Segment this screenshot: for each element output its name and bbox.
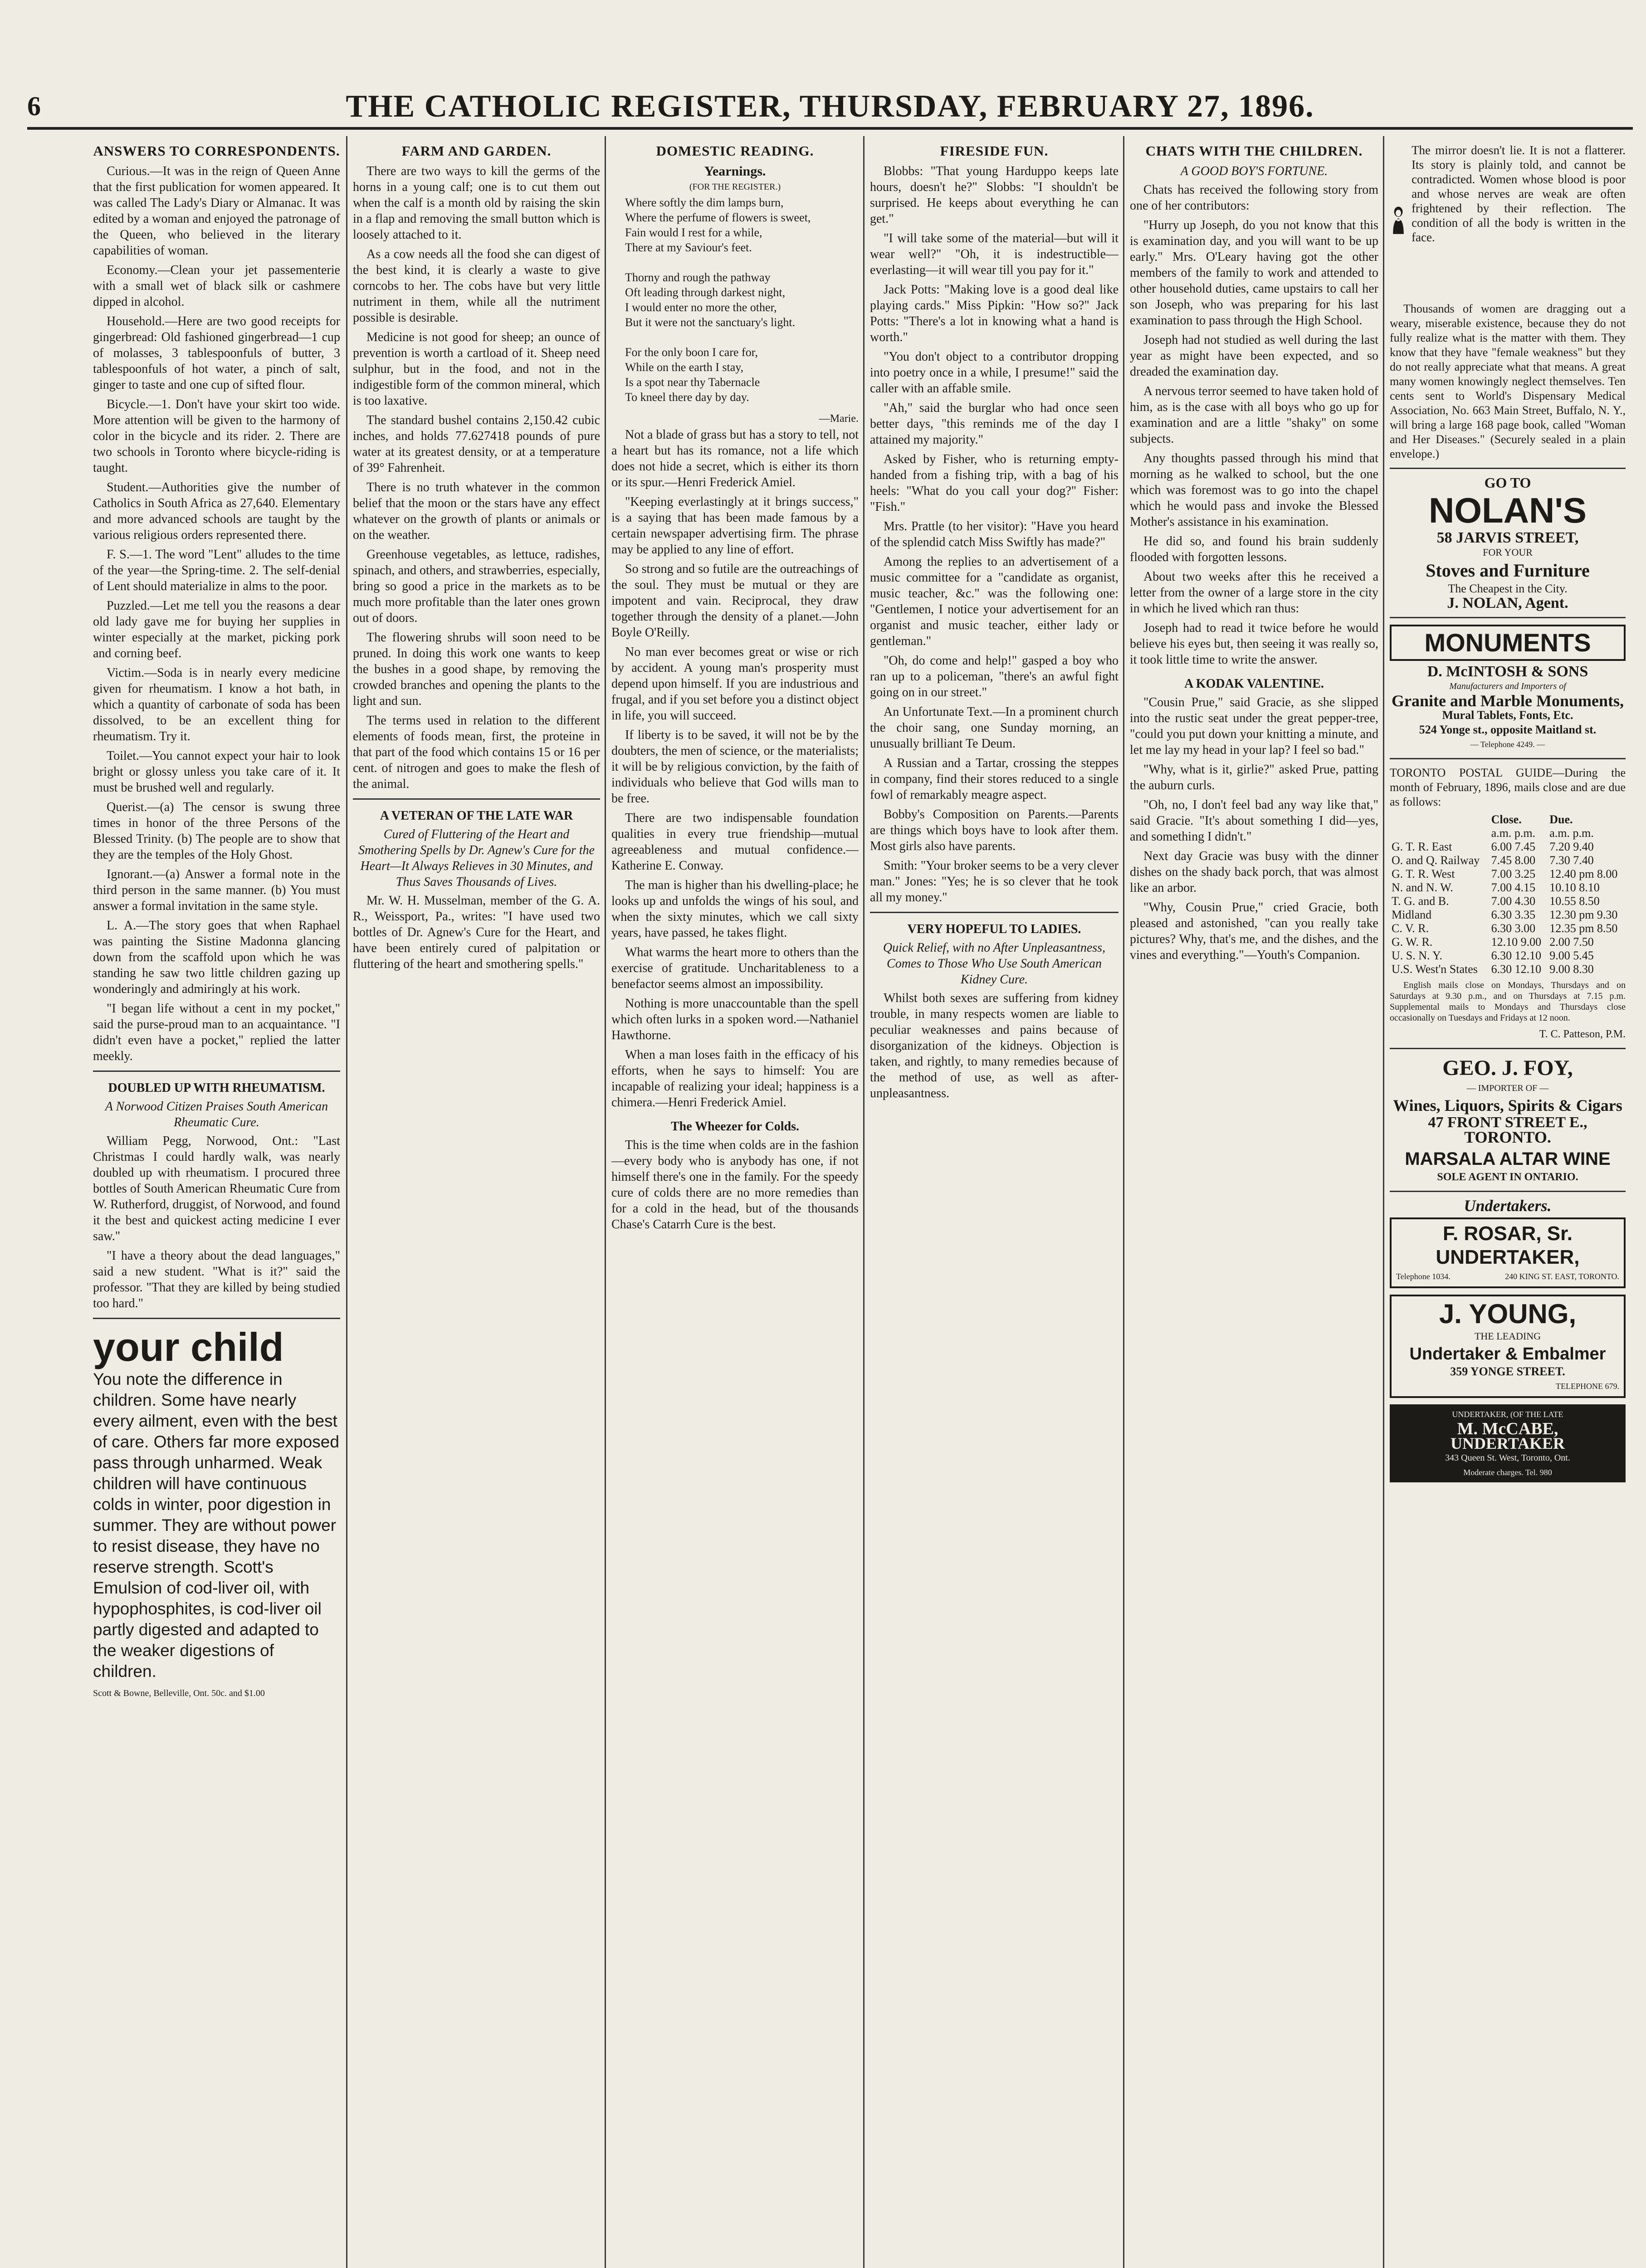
column-rule	[863, 136, 865, 2268]
article-paragraph: Smith: "Your broker seems to be a very clever man." Jones: "Yes; he is so clever that he took all my money."	[870, 859, 1118, 904]
divider	[353, 798, 600, 800]
article-paragraph: Not a blade of grass but has a story to tell, not a heart but has its romance, not a life which does not hide a secret, which is either its thorn or its spur.—Henri Frederick Amiel.	[611, 428, 859, 489]
article-paragraph: Mr. W. H. Musselman, member of the G. A. R., Weissport, Pa., writes: "I have used two bottles of Dr. Agnew's Cure for the Heart, and have been entirely cured of palpitation or fluttering of the heart and smothering spells."	[353, 894, 600, 971]
nolans-address: 58 JARVIS STREET,	[1436, 529, 1579, 546]
ladies-subheading: Quick Relief, with no After Unpleasantness, Comes to Those Who Use South American Kidney Cure.	[883, 941, 1106, 987]
poem-text: Where softly the dim lamps burn, Where the perfume of flowers is sweet, Fain would I rest for a while, There at my Saviour's feet. Thorny and rough the pathway Oft leading through darkest night, I would enter no more the other, But it were not the sanctuary's light. For the only boon I care for, While on the earth I stay, Is a spot near thy Tabernacle To kneel there day by day.	[625, 196, 811, 404]
column-answers	[93, 143, 340, 2268]
article-paragraph: There are two ways to kill the germs of the horns in a young calf; one is to cut them out when the calf is a month old by raising the skin in a flap and removing the small button which is loosely attached to it.	[353, 164, 600, 242]
column-rule	[1123, 136, 1124, 2268]
column-rule	[1383, 136, 1384, 2268]
mccabe-telephone: Moderate charges. Tel. 980	[1463, 1468, 1552, 1477]
article-paragraph: The man is higher than his dwelling-place; he looks up and unfolds the wings of his soul, and when the sixty minutes, which we call sixty years, have passed, he takes flight.	[611, 878, 859, 940]
article-paragraph: William Pegg, Norwood, Ont.: "Last Christmas I could hardly walk, was nearly doubled up with rheumatism. I procured three bottles of South American Rheumatic Cure from W. Rutherford, druggist, of Norwood, and found it the best and quickest acting medicine I ever saw."	[93, 1134, 340, 1243]
postal-row: G. T. R. East 6.00 7.45 7.20 9.40	[1392, 840, 1594, 853]
page-number: 6	[27, 91, 41, 121]
article-paragraph: When a man loses faith in the efficacy of his efforts, when he says to himself: You are incapable of realizing your ideal; happiness is a chimera.—Henri Frederick Amiel.	[611, 1048, 859, 1110]
poem-attribution: (FOR THE REGISTER.)	[689, 182, 781, 192]
article-paragraph: There is no truth whatever in the common belief that the moon or the stars have any effect whatever on the growth of plants or animals or on the weather.	[353, 480, 600, 542]
mcintosh-granite: Granite and Marble Monuments,	[1392, 692, 1624, 710]
article-paragraph: "I will take some of the material—but will it wear well?" "Oh, it is indestructible—everlasting—it will wear till you pay for it."	[870, 231, 1118, 277]
article-paragraph: "Why, Cousin Prue," cried Gracie, both pleased and astonished, "can you really take pictures? Why, that's me, and the dishes, and the vines and everything."—Youth's Companion.	[1130, 900, 1378, 962]
article-paragraph: Blobbs: "That young Harduppo keeps late hours, doesn't he?" Slobbs: "I shouldn't be surprised. He keeps about everything he can get."	[870, 164, 1118, 226]
article-paragraph: Asked by Fisher, who is returning empty-handed from a fishing trip, with a bag of his heels: "What do you call your dog?" Fisher: "Fish."	[870, 452, 1118, 514]
mccabe-title: UNDERTAKER	[1450, 1434, 1565, 1452]
young-name: J. YOUNG,	[1439, 1299, 1577, 1329]
article-paragraph: Toilet.—You cannot expect your hair to look bright or glossy unless you take care of it. It must be brushed well and regularly.	[93, 749, 340, 795]
fireside-heading: FIRESIDE FUN.	[940, 143, 1049, 159]
article-paragraph: Curious.—It was in the reign of Queen Anne that the first publication for women appeared. It was called The Lady's Diary or Almanac. It was edited by a woman and enjoyed the patronage of the Queen, who believed in the literary capabilities of woman.	[93, 164, 340, 258]
article-paragraph: F. S.—1. The word "Lent" alludes to the time of the year—the Spring-time. 2. The self-denial of Lent should materialize in alms to the poor.	[93, 547, 340, 593]
article-paragraph: Jack Potts: "Making love is a good deal like playing cards." Miss Pipkin: "How so?" Jack Potts: "There's a lot in knowing what a hand is worth."	[870, 283, 1118, 344]
mccabe-address: 343 Queen St. West, Toronto, Ont.	[1445, 1453, 1570, 1463]
nolans-agent: J. NOLAN, Agent.	[1447, 595, 1568, 611]
kodak-heading: A KODAK VALENTINE.	[1184, 677, 1324, 691]
domestic-heading: DOMESTIC READING.	[656, 143, 814, 159]
foy-wines: Wines, Liquors, Spirits & Cigars	[1393, 1096, 1622, 1114]
article-paragraph: Victim.—Soda is in nearly every medicine given for rheumatism. I know a hot bath, in which a quantity of carbonate of soda has been dissolved, to be an excellent thing for rheumatism. Try it.	[93, 666, 340, 743]
article-paragraph: An Unfortunate Text.—In a prominent church the choir sang, one Sunday morning, an unusually brilliant Te Deum.	[870, 705, 1118, 751]
article-paragraph: "Hurry up Joseph, do you not know that this is examination day, and you will want to be up early." Mrs. O'Leary having got the other members of the family to work and attended to other household duties, came upstairs to call her son Joseph, who was preparing for his last examination to pass through the High School.	[1130, 218, 1378, 327]
column-ads	[1390, 143, 1626, 2268]
joke-paragraph: "I have a theory about the dead languages," said a new student. "What is it?" said the professor. "That they are killed by being studied too hard."	[93, 1249, 340, 1310]
article-paragraph: "Oh, do come and help!" gasped a boy who ran up to a policeman, "there's an awful fight going on in our street."	[870, 654, 1118, 699]
article-paragraph: As a cow needs all the food she can digest of the best kind, it is clearly a waste to give corncobs to her. The cobs have but very little nutriment in them, while all the nutriment possible is desirable.	[353, 247, 600, 325]
postal-row: G. T. R. West 7.00 3.25 12.40 pm 8.00	[1392, 867, 1618, 880]
marsala-title: MARSALA ALTAR WINE	[1405, 1149, 1611, 1169]
article-paragraph: Economy.—Clean your jet passementerie with a small wet of black silk or cashmere dipped in alcohol.	[93, 263, 340, 309]
article-paragraph: If liberty is to be saved, it will not be by the doubters, the men of science, or the materialists; it will be by religious conviction, by the faith of individuals who believe that God wills man to be free.	[611, 728, 859, 806]
divider	[93, 1070, 340, 1072]
mcintosh-sub: Manufacturers and Importers of	[1449, 681, 1566, 691]
young-address: 359 YONGE STREET.	[1450, 1365, 1565, 1378]
mccabe-ad	[1390, 1404, 1626, 1482]
article-paragraph: What warms the heart more to others than the exercise of gratitude. Uncharitableness to a benefactor seems almost an impossibility.	[611, 945, 859, 991]
postal-row: U.S. West'n States 6.30 12.10 9.00 8.30	[1392, 963, 1594, 976]
mcintosh-mural: Mural Tablets, Fonts, Etc.	[1442, 709, 1573, 722]
wheezer-heading: The Wheezer for Colds.	[670, 1119, 800, 1134]
article-paragraph: Whilst both sexes are suffering from kidney trouble, in many respects women are liable to peculiar weaknesses and pains because of disorganization of the kidneys. Objection is taken, and rightly, to many remedies because of the method of use, as well as after-unpleasantness.	[870, 991, 1118, 1100]
postal-ampm-row: a.m. p.m. a.m. p.m.	[1491, 826, 1594, 840]
article-paragraph: The standard bushel contains 2,150.42 cubic inches, and holds 77.627418 pounds of pure water at its greatest density, or at a temperature of 39° Fahrenheit.	[353, 413, 600, 475]
postal-row: C. V. R. 6.30 3.00 12.35 pm 8.50	[1392, 922, 1618, 935]
postal-note: English mails close on Mondays, Thursdays and on Saturdays at 9.30 p.m., and on Thursdays at 7.15 p.m. Supplemental mails to Mondays and Thursdays close occasionally on Tuesdays and Fridays at 12 noon.	[1390, 980, 1626, 1023]
newspaper-title: THE CATHOLIC REGISTER, THURSDAY, FEBRUARY 27, 1896.	[346, 89, 1314, 124]
undertakers-heading: Undertakers.	[1464, 1197, 1552, 1215]
foy-city: TORONTO.	[1464, 1128, 1551, 1146]
mccabe-top: UNDERTAKER, (OF THE LATE	[1452, 1410, 1563, 1419]
article-paragraph: "Keeping everlastingly at it brings success," is a saying that has been made famous by a certain newspaper advertising firm. The phrase may be applied to any line of effort.	[611, 495, 859, 557]
postal-header-row: Close. Due.	[1491, 813, 1573, 826]
article-paragraph: About two weeks after this he received a letter from the owner of a large store in the city in which he lived which ran thus:	[1130, 570, 1378, 616]
article-paragraph: He did so, and found his brain suddenly flooded with forgotten lessons.	[1130, 534, 1378, 564]
article-paragraph: Bobby's Composition on Parents.—Parents are things which boys have to look after them. Most girls also have parents.	[870, 807, 1118, 853]
postal-table	[1390, 813, 1626, 976]
foy-address: 47 FRONT STREET E.,	[1428, 1114, 1587, 1131]
postal-row: O. and Q. Railway 7.45 8.00 7.30 7.40	[1392, 854, 1594, 867]
article-paragraph: There are two indispensable foundation qualities in every true friendship—mutual agreeableness and mutual confidence.—Katherine E. Conway.	[611, 811, 859, 873]
nolans-goto: GO TO	[1484, 474, 1531, 491]
article-paragraph: Medicine is not good for sheep; an ounce of prevention is worth a cartload of it. Sheep need sulphur, but in the food, and not in the indigestible form of the common mineral, which is too laxative.	[353, 330, 600, 408]
mccabe-name: M. McCABE,	[1457, 1419, 1558, 1438]
article-paragraph: Household.—Here are two good receipts for gingerbread: Old fashioned gingerbread—1 cup of molasses, 3 tablespoonfuls of butter, 3 tablespoonfuls of hot water, a pinch of salt, ginger to taste and one cup of sifted flour.	[93, 314, 340, 392]
chats-heading: CHATS WITH THE CHILDREN.	[1145, 143, 1363, 159]
divider	[870, 912, 1118, 913]
postal-guide-heading: TORONTO POSTAL GUIDE—During the month of February, 1896, mails close and are due as follows:	[1390, 766, 1626, 808]
answers-heading: ANSWERS TO CORRESPONDENTS.	[93, 143, 340, 159]
article-paragraph: Joseph had to read it twice before he would believe his eyes but, then seeing it was really so, it took little time to write the answer.	[1130, 621, 1378, 667]
article-paragraph: This is the time when colds are in the fashion—every body who is anybody has one, if not himself there's one in the family. For the speedy cure of colds there are no more remedies than for a cold in the head, but of the thousands Chase's Catarrh Cure is the best.	[611, 1138, 859, 1232]
postal-row: U. S. N. Y. 6.30 12.10 9.00 5.45	[1392, 949, 1594, 962]
article-paragraph: Any thoughts passed through his mind that morning as he walked to school, but the one which was foremost was to go into the chapel which he would pass and invoke the Blessed Mother's assistance in his examination.	[1130, 451, 1378, 529]
postal-row: N. and N. W. 7.00 4.15 10.10 8.10	[1392, 881, 1600, 894]
woman-illustration	[1390, 143, 1407, 297]
article-paragraph: L. A.—The story goes that when Raphael was painting the Sistine Madonna glancing down from the scaffold upon which he was standing he saw two little children gazing up wonderingly and admiringly at his work.	[93, 919, 340, 996]
monuments-title: MONUMENTS	[1390, 625, 1626, 661]
article-paragraph: "Oh, no, I don't feel bad any way like that," said Gracie. "It's about something I did—yes, and something I didn't."	[1130, 798, 1378, 844]
column-domestic	[611, 143, 859, 2268]
article-paragraph: No man ever becomes great or wise or rich by accident. A young man's prosperity must depend upon himself. If you are industrious and frugal, and if you set before you a distinct object in life, you will succeed.	[611, 645, 859, 723]
column-chats	[1130, 143, 1378, 2268]
article-paragraph: Puzzled.—Let me tell you the reasons a dear old lady gave me for buying her supplies in winter especially at the market, picking pork and corning beef.	[93, 599, 340, 660]
postal-row: G. W. R. 12.10 9.00 2.00 7.50	[1392, 935, 1594, 948]
column-rule	[605, 136, 606, 2268]
article-paragraph: Student.—Authorities give the number of Catholics in South Africa as 27,640. Elementary and more advanced schools are taught by the various religious orders represented there.	[93, 480, 340, 542]
young-ad	[1390, 1295, 1626, 1398]
divider	[1390, 617, 1626, 618]
rosar-name: F. ROSAR, Sr.	[1442, 1222, 1573, 1245]
article-paragraph: Among the replies to an advertisement of a music committee for a "candidate as organist, music teacher, &c." was the following one: "Gentlemen, I notice your advertisement for an organist and music teacher, either lady or gentleman."	[870, 555, 1118, 648]
nolans-cheapest: The Cheapest in the City.	[1448, 582, 1568, 595]
article-paragraph: Ignorant.—(a) Answer a formal note in the third person in the same manner. (b) You must answer a formal invitation in the same style.	[93, 867, 340, 913]
divider	[1390, 468, 1626, 469]
nolans-for-your: FOR YOUR	[1483, 547, 1533, 558]
rosar-address: 240 KING ST. EAST, TORONTO.	[1505, 1272, 1619, 1281]
postal-row: Midland 6.30 3.35 12.30 pm 9.30	[1392, 908, 1618, 921]
article-paragraph: "You don't object to a contributor dropping into poetry once in a while, I presume!" said the caller with an affable smile.	[870, 350, 1118, 396]
rosar-telephone: Telephone 1034.	[1396, 1272, 1451, 1281]
young-leading: THE LEADING	[1474, 1330, 1541, 1342]
article-paragraph: Next day Gracie was busy with the dinner dishes on the shady back porch, that was almost like an arbor.	[1130, 849, 1378, 895]
veteran-heading: A VETERAN OF THE LATE WAR	[380, 809, 573, 823]
masthead	[27, 84, 1633, 130]
young-title: Undertaker & Embalmer	[1409, 1344, 1606, 1364]
ad-your-child-title: your child	[93, 1325, 284, 1369]
article-paragraph: Greenhouse vegetables, as lettuce, radishes, spinach, and others, and strawberries, especially, bring so good a price in the markets as to be much more profitable than the later ones grown out of doors.	[353, 547, 600, 625]
divider	[1390, 758, 1626, 759]
farm-heading: FARM AND GARDEN.	[401, 143, 552, 159]
article-paragraph: Joseph had not studied as well during the last year as might have been expected, and so dreaded the examination day.	[1130, 333, 1378, 379]
column-farm	[353, 143, 600, 2268]
divider	[93, 1318, 340, 1319]
mcintosh-address: 524 Yonge st., opposite Maitland st.	[1419, 723, 1597, 736]
ad-your-child-footer: Scott & Bowne, Belleville, Ont. 50c. and $1.00	[93, 1688, 265, 1698]
article-paragraph: "Ah," said the burglar who had once seen better days, "this reminds me of the day I attained my majority."	[870, 401, 1118, 447]
rheumatism-heading: DOUBLED UP WITH RHEUMATISM.	[108, 1081, 325, 1095]
column-fireside	[870, 143, 1118, 2268]
rheumatism-subheading: A Norwood Citizen Praises South American Rheumatic Cure.	[105, 1100, 328, 1129]
article-paragraph: Nothing is more unaccountable than the spell which often lurks in a spoken word.—Nathaniel Hawthorne.	[611, 997, 859, 1042]
article-paragraph: Chats has received the following story from one of her contributors:	[1130, 183, 1378, 213]
mirror-ad-text: The mirror doesn't lie. It is not a flatterer. Its story is plainly told, and cannot be contradicted. Women whose blood is poor and whose nerves are weak are often frightened by their reflection. The condition of all the body is written in the face.	[1412, 143, 1626, 244]
article-paragraph: So strong and so futile are the outreachings of the soul. They must be mutual or they are impotent and vain. Reciprocal, they draw together through the density of a planet.—John Boyle O'Reilly.	[611, 562, 859, 640]
rosar-title: UNDERTAKER,	[1436, 1246, 1580, 1268]
column-rule	[346, 136, 347, 2268]
mcintosh-telephone: — Telephone 4249. —	[1470, 740, 1545, 749]
postal-row: T. G. and B. 7.00 4.30 10.55 8.50	[1392, 894, 1600, 908]
marsala-sub: SOLE AGENT IN ONTARIO.	[1437, 1171, 1578, 1183]
ad-your-child-text: You note the difference in children. Some have nearly every ailment, even with the best of care. Others far more exposed pass through unharmed. Weak children will have continuous colds in winter, poor digestion in summer. They are without power to resist disease, they have no reserve strength. Scott's Emulsion of cod-liver oil, with hypophosphites, is cod-liver oil partly digested and adapted to the weaker digestions of children.	[93, 1370, 339, 1681]
article-paragraph: "Why, what is it, girlie?" asked Prue, patting the auburn curls.	[1130, 763, 1378, 792]
postmaster: T. C. Patteson, P.M.	[1539, 1028, 1626, 1040]
article-paragraph: Mrs. Prattle (to her visitor): "Have you heard of the splendid catch Miss Swiftly has made?"	[870, 519, 1118, 549]
article-paragraph: The flowering shrubs will soon need to be pruned. In doing this work one wants to keep the bushes in a good shape, by removing the crowded branches and opening the plants to the light and sun.	[353, 631, 600, 708]
article-paragraph: A Russian and a Tartar, crossing the steppes in company, find their stores reduced to a single fowl of remarkably meagre aspect.	[870, 756, 1118, 802]
poem-title: Yearnings.	[704, 164, 766, 179]
nolans-stoves: Stoves and Furniture	[1426, 560, 1590, 581]
article-paragraph: Bicycle.—1. Don't have your skirt too wide. More attention will be given to the harmony of color in the bicycle and its rider. 2. There are two schools in Toronto where bicycle-riding is taught.	[93, 397, 340, 475]
foy-sub: — IMPORTER OF —	[1466, 1083, 1549, 1093]
nolans-title: NOLAN'S	[1429, 490, 1587, 530]
article-paragraph: "Cousin Prue," said Gracie, as she slipped into the rustic seat under the great pepper-tree, "could you put down your knitting a minute, and let me lay my head in your lap? I feel so bad."	[1130, 695, 1378, 757]
divider	[1390, 1191, 1626, 1192]
article-paragraph: A nervous terror seemed to have taken hold of him, as is the case with all boys who go up for examination and are a little "shaky" on some subjects.	[1130, 384, 1378, 446]
article-paragraph: "I began life without a cent in my pocket," said the purse-proud man to an acquaintance. "I didn't even have a pocket," replied the latter meekly.	[93, 1002, 340, 1063]
poem-signature: —Marie.	[819, 413, 859, 425]
ladies-heading: VERY HOPEFUL TO LADIES.	[907, 922, 1081, 936]
foy-name: GEO. J. FOY,	[1442, 1056, 1573, 1080]
rosar-ad	[1390, 1217, 1626, 1288]
chats-subheading: A GOOD BOY'S FORTUNE.	[1180, 164, 1328, 178]
article-paragraph: The terms used in relation to the different elements of foods mean, first, the proteine in that part of the food which contains 15 or 16 per cent. of nitrogen and goes to make the flesh of the animal.	[353, 714, 600, 791]
young-telephone: TELEPHONE 679.	[1556, 1382, 1619, 1391]
mcintosh-name: D. McINTOSH & SONS	[1427, 663, 1588, 680]
divider	[1390, 1048, 1626, 1049]
article-paragraph: Querist.—(a) The censor is swung three times in honor of the three Persons of the Blessed Trinity. (b) The people are to show that they are the temples of the Holy Ghost.	[93, 800, 340, 862]
mirror-ad	[1390, 143, 1626, 297]
mirror-ad-body: Thousands of women are dragging out a weary, miserable existence, because they do not fully realize what is the matter with them. They know that they have "female weakness" but they do not really appreciate what that means. A great many women knowingly neglect themselves. Ten cents sent to World's Dispensary Medical Association, No. 663 Main Street, Buffalo, N. Y., will bring a large 168 page book, called "Woman and Her Diseases." (Securely sealed in a plain envelope.)	[1390, 302, 1626, 460]
veteran-subheading: Cured of Fluttering of the Heart and Smothering Spells by Dr. Agnew's Cure for the Heart—It Always Relieves in 30 Minutes, and Thus Saves Thousands of Lives.	[358, 827, 595, 889]
